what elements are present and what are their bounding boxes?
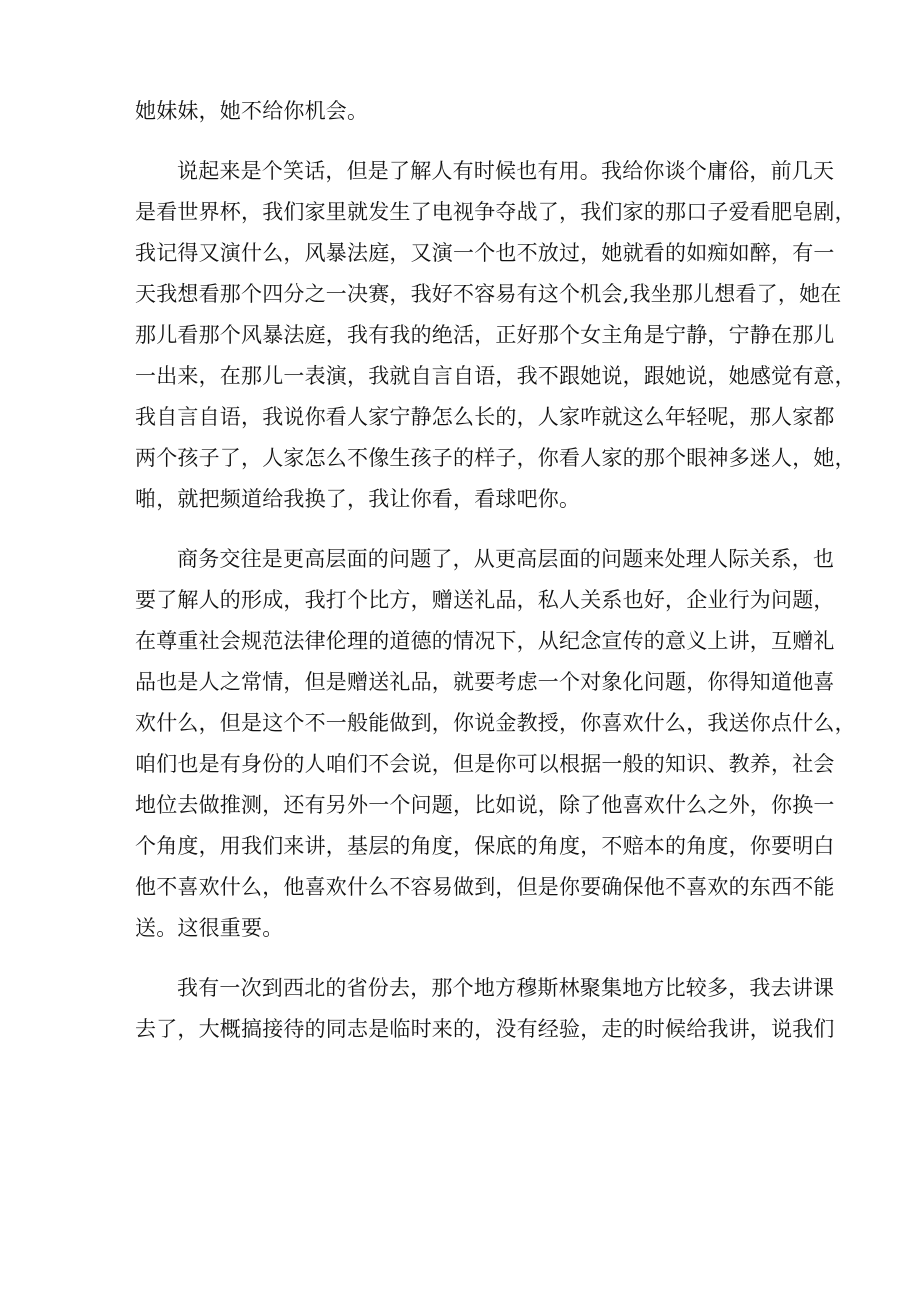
paragraph-4 xyxy=(135,968,835,1050)
paragraph-spacing xyxy=(135,949,815,968)
text-line: 品也是人之常情，但是赠送礼品，就要考虑一个对象化问题，你得知道他喜 xyxy=(135,670,835,694)
text-line: 要了解人的形成，我打个比方，赠送礼品，私人关系也好，企业行为问题， xyxy=(135,588,835,612)
text-line: 咱们也是有身份的人咱们不会说，但是你可以根据一般的知识、教养，社会 xyxy=(135,752,835,776)
text-line: 去了，大概搞接待的同志是临时来的，没有经验，走的时候给我讲，说我们 xyxy=(135,1017,835,1041)
text-line: 是看世界杯，我们家里就发生了电视争夺战了，我们家的那口子爱看肥皂剧， xyxy=(135,200,856,224)
text-line: 我记得又演什么，风暴法庭，又演一个也不放过，她就看的如痴如醉，有一 xyxy=(135,241,835,265)
text-line: 商务交往是更高层面的问题了，从更高层面的问题来处理人际关系，也 xyxy=(177,547,835,571)
paragraph-3 xyxy=(135,539,856,949)
text-line: 个角度，用我们来讲，基层的角度，保底的角度，不赔本的角度，你要明白 xyxy=(135,834,835,858)
paragraph-spacing xyxy=(135,132,815,151)
text-line: 说起来是个笑话，但是了解人有时候也有用。我给你谈个庸俗，前几天 xyxy=(177,159,835,183)
text-line: 一出来，在那儿一表演，我就自言自语，我不跟她说，跟她说，她感觉有意， xyxy=(135,364,856,388)
text-line: 欢什么，但是这个不一般能做到，你说金教授，你喜欢什么，我送你点什么， xyxy=(135,711,856,735)
text-line: 两个孩子了，人家怎么不像生孩子的样子，你看人家的那个眼神多迷人，她， xyxy=(135,446,856,470)
paragraph-spacing xyxy=(135,520,815,539)
text-line: 我自言自语，我说你看人家宁静怎么长的，人家咋就这么年轻呢，那人家都 xyxy=(135,405,835,429)
text-line: 地位去做推测，还有另外一个问题，比如说，除了他喜欢什么之外，你换一 xyxy=(135,793,835,817)
text-line: 那儿看那个风暴法庭，我有我的绝活，正好那个女主角是宁静，宁静在那儿 xyxy=(135,323,835,347)
text-line: 天我想看那个四分之一决赛，我好不容易有这个机会,我坐那儿想看了，她在 xyxy=(135,282,842,306)
text-line: 他不喜欢什么，他喜欢什么不容易做到，但是你要确保他不喜欢的东西不能 xyxy=(135,875,835,899)
text-line: 在尊重社会规范法律伦理的道德的情况下，从纪念宣传的意义上讲，互赠礼 xyxy=(135,629,835,653)
document-body xyxy=(135,91,856,1050)
paragraph-2 xyxy=(135,151,856,520)
text-line: 她妹妹，她不给你机会。 xyxy=(135,99,369,123)
text-line: 啪，就把频道给我换了，我让你看，看球吧你。 xyxy=(135,487,581,511)
text-line: 我有一次到西北的省份去，那个地方穆斯林聚集地方比较多，我去讲课 xyxy=(177,976,835,1000)
paragraph-1 xyxy=(135,91,815,132)
text-line: 送。这很重要。 xyxy=(135,916,284,940)
